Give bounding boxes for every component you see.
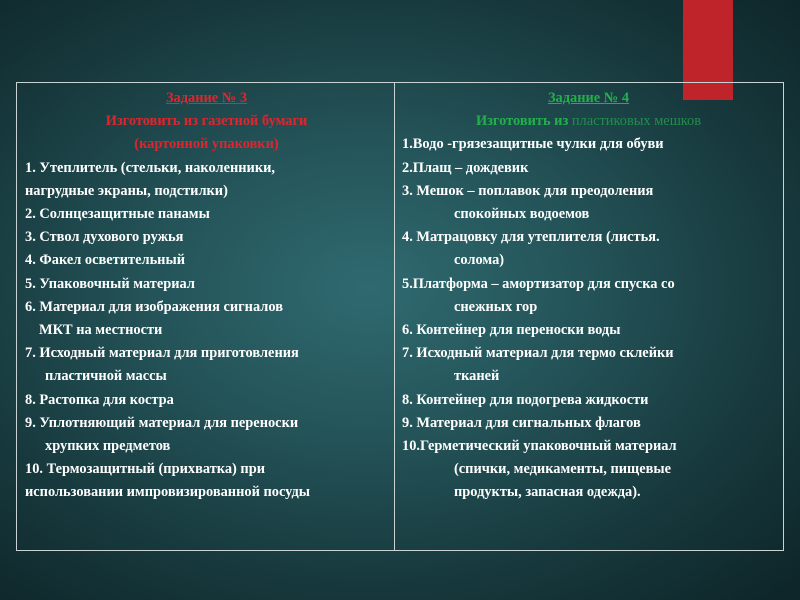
task-3-item: нагрудные экраны, подстилки) — [25, 182, 228, 199]
task-3-item: 5. Упаковочный материал — [25, 275, 195, 292]
task-3-item: 3. Ствол духового ружья — [25, 229, 184, 246]
task-4-item: 4. Матрацовку для утеплителя (листья. — [402, 229, 660, 246]
task-4-item: тканей — [454, 368, 500, 385]
task-4-item: 6. Контейнер для переноски воды — [402, 322, 621, 339]
task-4-column — [395, 83, 783, 550]
task-3-item: 8. Растопка для костра — [25, 391, 174, 408]
task-3-title-line-2: (картонной упаковки) — [134, 136, 279, 153]
task-4-title — [402, 110, 775, 133]
task-4-item: 10.Герметический упаковочный материал — [402, 438, 677, 455]
task-3-item: 2. Солнцезащитные панамы — [25, 206, 210, 223]
task-3-item: 7. Исходный материал для приготовления — [25, 345, 299, 362]
task-4-item: солома) — [454, 252, 505, 269]
task-3-item: 1. Утеплитель (стельки, наколенники, — [25, 159, 276, 176]
task-3-item: 6. Материал для изображения сигналов — [25, 298, 283, 315]
task-4-item: 9. Материал для сигнальных флагов — [402, 414, 641, 431]
task-4-item: 2.Плащ – дождевик — [402, 159, 529, 176]
task-4-item: снежных гор — [454, 298, 538, 315]
task-4-item: 5.Платформа – амортизатор для спуска со — [402, 275, 675, 292]
task-3-item: 10. Термозащитный (прихватка) при — [25, 461, 266, 478]
task-4-item: 1.Водо -грязезащитные чулки для обуви — [402, 136, 664, 153]
task-3-item: хрупких предметов — [45, 438, 171, 455]
task-3-column — [17, 83, 395, 550]
task-4-item: продукты, запасная одежда). — [454, 484, 641, 501]
task-4-heading: Задание № 4 — [547, 90, 630, 106]
task-4-item: спокойных водоемов — [454, 206, 590, 223]
task-3-item: использовании импровизированной посуды — [25, 484, 310, 501]
task-3-title-line-1: Изготовить из газетной бумаги — [105, 113, 308, 130]
task-4-item: 8. Контейнер для подогрева жидкости — [402, 391, 649, 408]
task-3-item: МКТ на местности — [39, 322, 163, 339]
task-4-item: (спички, медикаменты, пищевые — [454, 461, 671, 478]
task-3-item: 9. Уплотняющий материал для переноски — [25, 414, 299, 431]
task-3-item: пластичной массы — [45, 368, 167, 385]
task-4-item: 7. Исходный материал для термо склейки — [402, 345, 674, 362]
task-4-title-part-1: Изготовить из — [475, 113, 572, 130]
task-3-item: 4. Факел осветительный — [25, 252, 185, 269]
task-3-heading: Задание № 3 — [165, 90, 248, 106]
task-4-title-part-2: пластиковых мешков — [571, 113, 702, 130]
tasks-table — [16, 82, 784, 551]
task-4-item: 3. Мешок – поплавок для преодоления — [402, 182, 654, 199]
